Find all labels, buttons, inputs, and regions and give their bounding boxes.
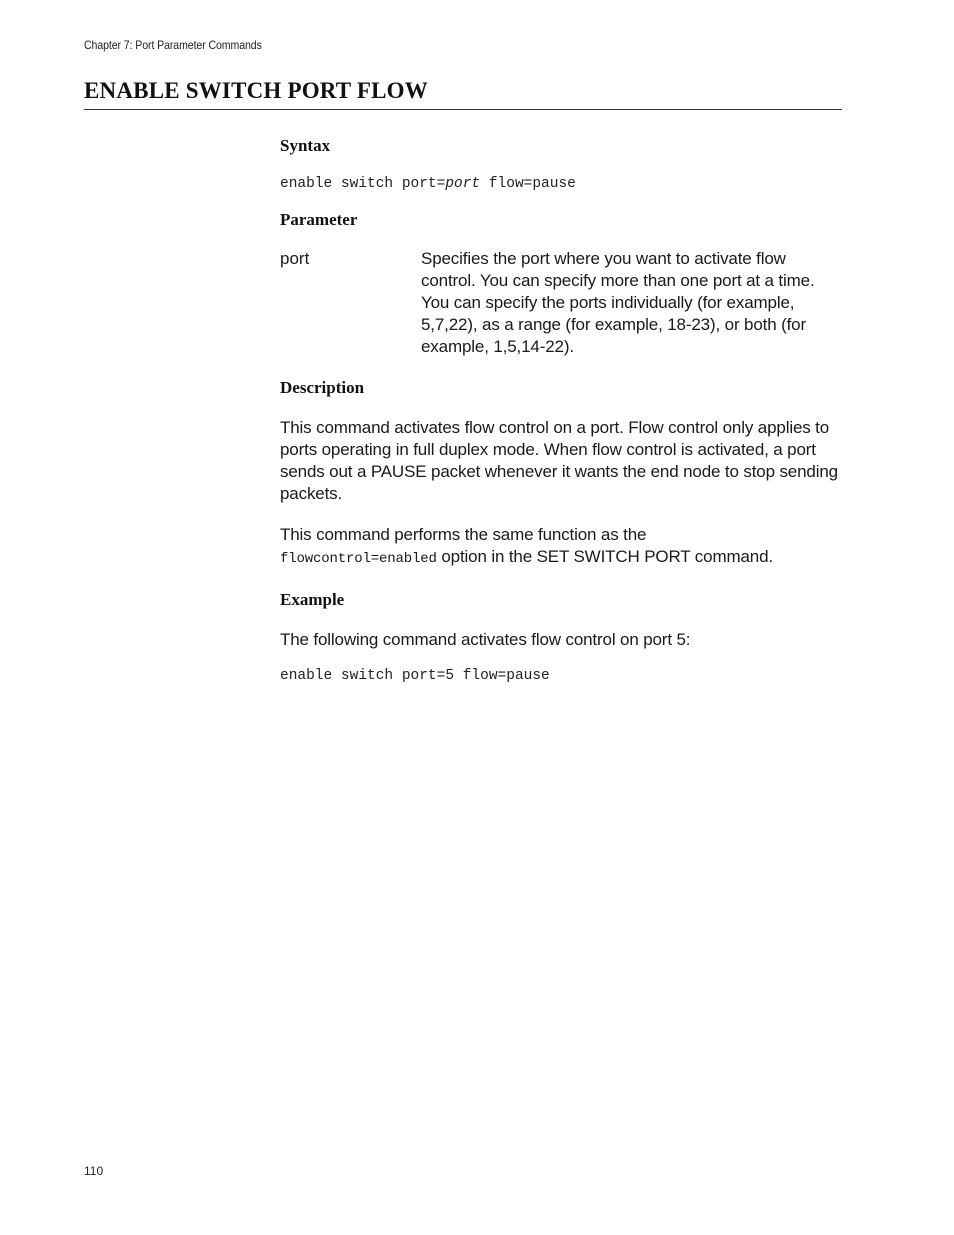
- syntax-code-prefix: enable switch port=: [280, 176, 446, 192]
- parameter-heading: Parameter: [280, 210, 358, 229]
- description-paragraph-1: This command activates flow control on a port. Flow control only applies to ports operating in full duplex mode. When flow control is activated, a port sends out a PAUSE packet whenever it wants the end node to stop sending packets.: [280, 418, 838, 503]
- parameter-row: [280, 248, 842, 358]
- example-text: The following command activates flow control on port 5:: [280, 630, 691, 649]
- syntax-code-suffix: flow=pause: [480, 176, 576, 192]
- parameter-name: port: [280, 249, 310, 268]
- running-header: Chapter 7: Port Parameter Commands: [84, 38, 262, 52]
- description-heading: Description: [280, 378, 365, 397]
- page-number: 110: [84, 1164, 104, 1178]
- example-code: enable switch port=5 flow=pause: [280, 668, 550, 684]
- syntax-code-param: port: [445, 176, 481, 192]
- inline-code-flowcontrol: flowcontrol=enabled: [280, 551, 437, 567]
- title-rule: [84, 109, 842, 110]
- syntax-code: [280, 176, 842, 192]
- description-paragraph-2-suffix: option in the SET SWITCH PORT command.: [436, 547, 773, 566]
- main-content: [280, 136, 842, 684]
- syntax-heading: Syntax: [280, 136, 331, 155]
- example-heading: Example: [280, 590, 345, 609]
- page-title: ENABLE SWITCH PORT FLOW: [84, 78, 428, 103]
- description-paragraph-2: [280, 524, 842, 570]
- description-paragraph-2-prefix: This command performs the same function as the: [280, 525, 647, 544]
- parameter-description: Specifies the port where you want to activate flow control. You can specify more than one port at a time. You can specify the ports individually (for example, 5,7,22), as a range (for example, 18-23), or both (for example, 1,5,14-22).: [421, 249, 815, 356]
